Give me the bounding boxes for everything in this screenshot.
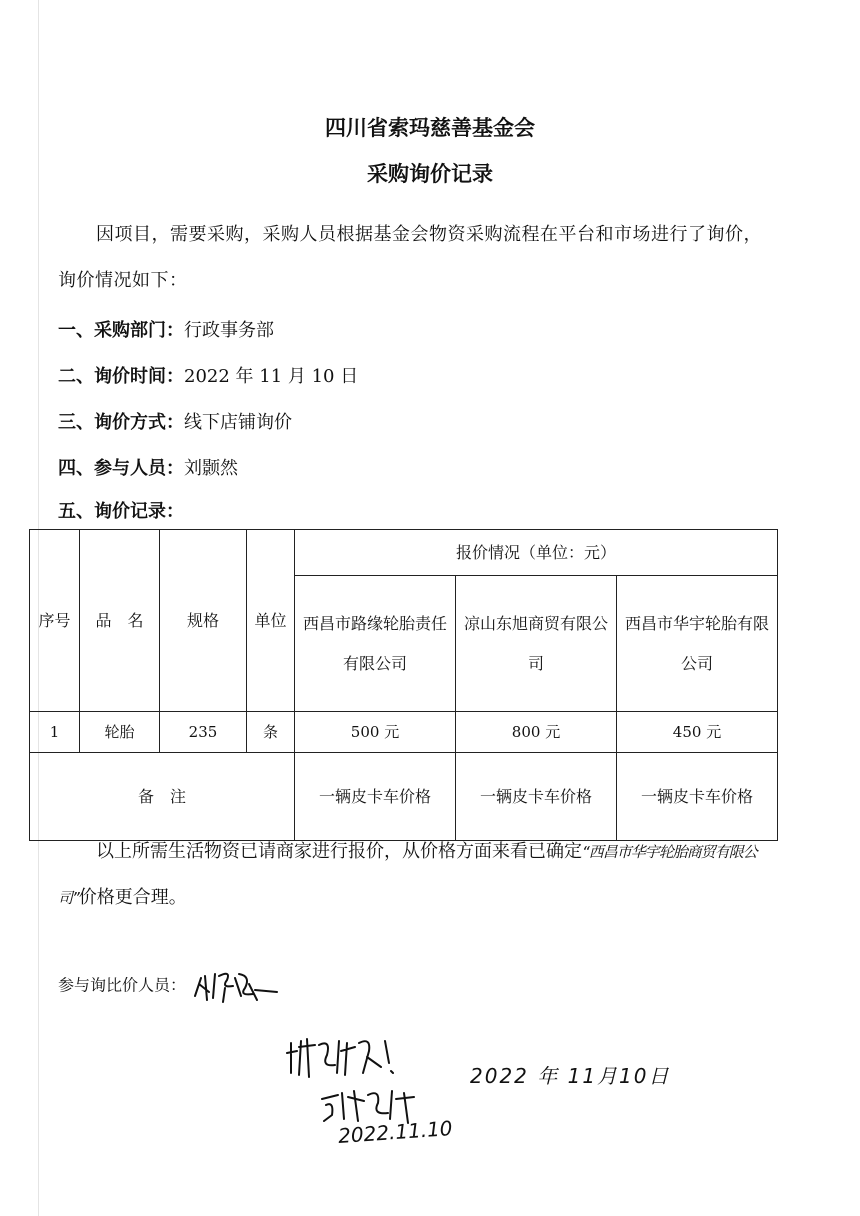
cell-name: 轮胎 [80,712,160,753]
conclusion-text: 以上所需生活物资已请商家进行报价，从价格方面来看已确定 [96,841,582,862]
table-row [30,712,778,753]
vendor-name: 西昌市路缘轮胎责任有限公司 [295,576,456,712]
handwritten-vendor: “西昌市华宇轮胎商贸有限公司” [58,843,757,907]
remarks-row [30,753,778,841]
header-seq: 序号 [30,530,80,712]
remark-cell: 一辆皮卡车价格 [295,753,456,841]
header-unit: 单位 [247,530,295,712]
people-value: 刘颢然 [184,458,238,479]
cell-price: 450 元 [617,712,778,753]
org-name: 四川省索玛慈善基金会 [325,116,535,140]
approval-handwriting [285,1033,415,1083]
section-method [58,408,292,434]
remark-cell: 一辆皮卡车价格 [617,753,778,841]
cell-unit: 条 [247,712,295,753]
section-people [58,454,238,480]
method-label: 三、询价方式： [58,412,184,433]
records-label: 五、询价记录： [58,501,184,522]
header-name: 品 名 [80,530,160,712]
participants-line [58,966,281,1006]
doc-title: 采购询价记录 [367,162,493,186]
quote-table [29,529,778,841]
section-time [58,362,358,388]
header-quote-group: 报价情况（单位：元） [295,530,778,576]
vendor-name: 凉山东旭商贸有限公司 [456,576,617,712]
table-header-row [30,530,778,576]
participant-signature [191,966,281,1006]
section-records [58,497,184,523]
cell-price: 800 元 [456,712,617,753]
cell-spec: 235 [160,712,247,753]
conclusion-paragraph [58,829,778,921]
vendor-name: 西昌市华宇轮胎有限公司 [617,576,778,712]
handwritten-date: 2022 年 11月10日 [470,1064,671,1088]
cell-price: 500 元 [295,712,456,753]
header-spec: 规格 [160,530,247,712]
handwritten-date-2: 2022.11.10 [337,1116,454,1148]
participants-label: 参与询比价人员： [58,975,187,995]
remark-cell: 一辆皮卡车价格 [456,753,617,841]
people-label: 四、参与人员： [58,458,184,479]
dept-value: 行政事务部 [184,320,274,341]
intro-paragraph: 因项目，需要采购，采购人员根据基金会物资采购流程在平台和市场进行了询价，询价情况如下： [58,224,762,291]
remarks-label: 备 注 [30,753,295,841]
dept-label: 一、采购部门： [58,320,184,341]
conclusion-text-end: 价格更合理。 [78,887,187,908]
cell-seq: 1 [30,712,80,753]
time-value: 2022 年 11 月 10 日 [184,366,359,387]
method-value: 线下店铺询价 [184,412,292,433]
time-label: 二、询价时间： [58,366,184,387]
section-dept [58,316,274,342]
